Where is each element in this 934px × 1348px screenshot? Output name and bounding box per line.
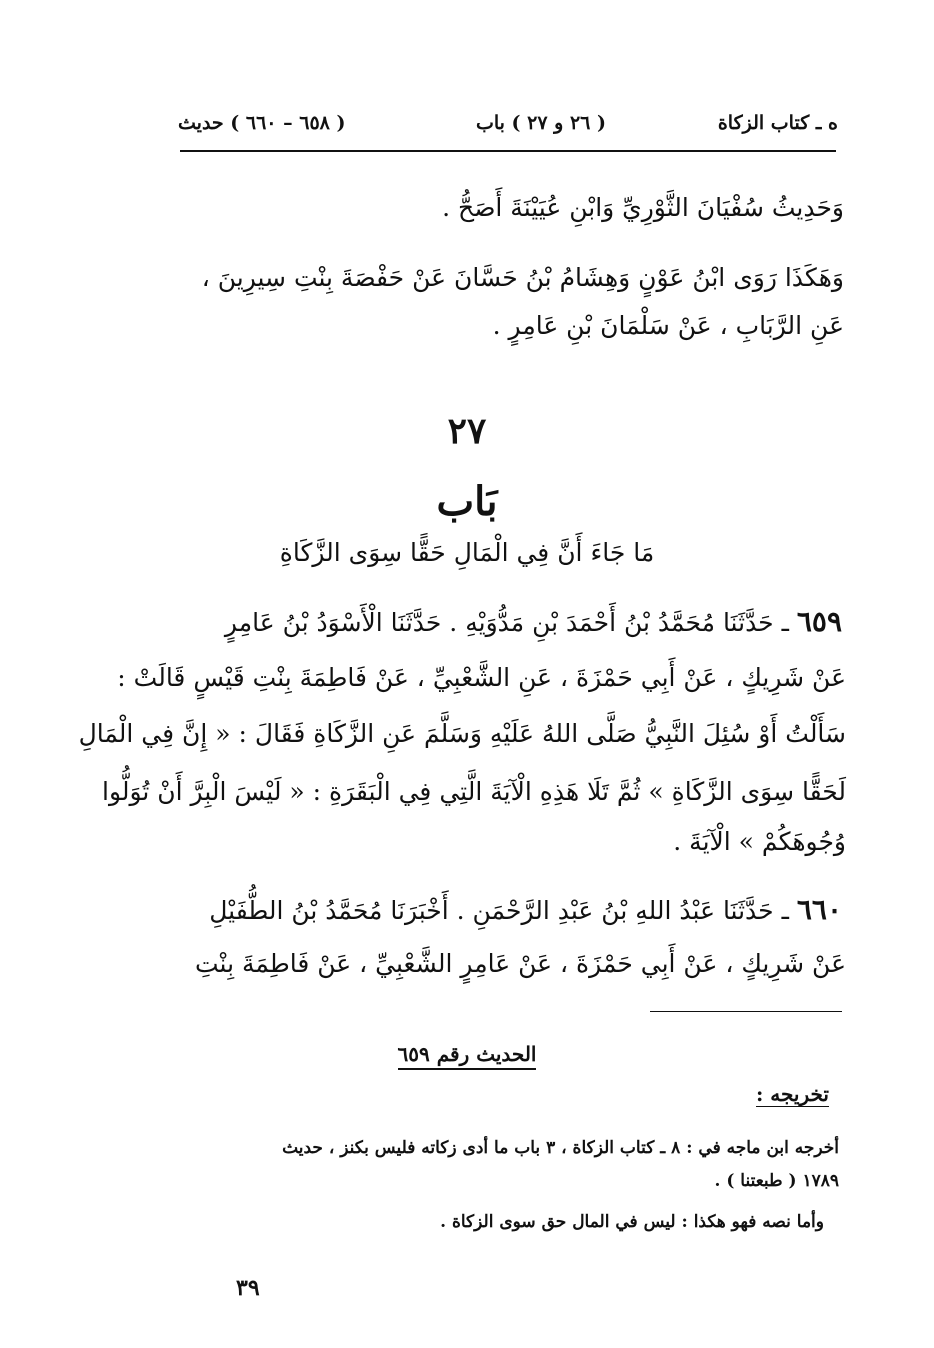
footnote-divider bbox=[650, 1011, 842, 1012]
hadith-659-line-4: لَحَقًّا سِوَى الزَّكَاةِ » ثُمَّ تَلَا هَذِهِ الْآيَةَ الَّتِي فِي الْبَقَرَةِ : « لَيْسَ الْبِرَّ أَنْ تُوَلُّوا bbox=[102, 777, 846, 806]
chapter-heading: بَاب bbox=[436, 478, 498, 525]
chapter-title: مَا جَاءَ أَنَّ فِي الْمَالِ حَقًّا سِوَى الزَّكَاةِ bbox=[279, 538, 655, 567]
hadith-660-line-2: عَنْ شَرِيكٍ ، عَنْ أَبِي حَمْزَةَ ، عَنْ عَامِرٍ الشَّعْبِيِّ ، عَنْ فَاطِمَةَ بِنْتِ bbox=[194, 949, 846, 978]
hadith-659-line-5: وُجُوهَكُمْ » الْآيَةَ . bbox=[673, 827, 846, 856]
header-book-title: ه ـ كتاب الزكاة bbox=[717, 112, 838, 134]
page-number: ٣٩ bbox=[236, 1275, 260, 1301]
running-header bbox=[178, 112, 838, 142]
footnote-line: ١٧٨٩ ( طبعتنا ) . bbox=[714, 1171, 839, 1191]
footnote-line: أخرجه ابن ماجه في : ٨ ـ كتاب الزكاة ، ٣ باب ما أدى زكاته فليس بكنز ، حديث bbox=[282, 1138, 839, 1158]
hadith-660-line-1 bbox=[209, 890, 842, 931]
header-divider bbox=[180, 150, 836, 152]
hadith-659-line-1 bbox=[225, 602, 842, 643]
footnote-heading: الحديث رقم ٦٥٩ bbox=[0, 1042, 934, 1066]
intro-line: عَنِ الرَّبَابِ ، عَنْ سَلْمَانَ بْنِ عَامِرٍ . bbox=[492, 311, 844, 340]
hadith-659-line-2: عَنْ شَرِيكٍ ، عَنْ أَبِي حَمْزَةَ ، عَنِ الشَّعْبِيِّ ، عَنْ فَاطِمَةَ بِنْتِ قَيْسٍ قَالَتْ : bbox=[117, 663, 846, 692]
intro-line: وَحَدِيثُ سُفْيَانَ الثَّوْرِيِّ وَابْنِ عُيَيْنَةَ أَصَحُّ . bbox=[442, 193, 844, 222]
header-chapter-range: ( ٢٦ و ٢٧ ) باب bbox=[475, 112, 606, 134]
hadith-number: ٦٥٩ bbox=[796, 605, 842, 638]
intro-line: وَهَكَذَا رَوَى ابْنُ عَوْنٍ وَهِشَامُ بْنُ حَسَّانَ عَنْ حَفْصَةَ بِنْتِ سِيرِينَ ، bbox=[201, 263, 844, 292]
chapter-number: ٢٧ bbox=[447, 410, 487, 452]
hadith-text: ـ حَدَّثَنَا مُحَمَّدُ بْنُ أَحْمَدَ بْنِ مَدُّوَيْهِ . حَدَّثَنَا الْأَسْوَدُ بْنُ عَامِرٍ bbox=[224, 608, 789, 637]
hadith-text: ـ حَدَّثَنَا عَبْدُ اللهِ بْنُ عَبْدِ الرَّحْمَنِ . أَخْبَرَنَا مُحَمَّدُ بْنُ الطُّفَيْلِ bbox=[209, 896, 789, 925]
footnote-takhrij-label: تخريجه : bbox=[755, 1082, 829, 1106]
hadith-659-line-3: سَأَلْتُ أَوْ سُئِلَ النَّبِيُّ صَلَّى اللهُ عَلَيْهِ وَسَلَّمَ عَنِ الزَّكَاةِ فَقَالَ : « إِنَّ فِي الْمَالِ bbox=[78, 719, 846, 748]
footnote-line: وأما نصه فهو هكذا : ليس في المال حق سوى الزكاة . bbox=[440, 1212, 824, 1232]
header-hadith-range: ( ٦٥٨ – ٦٦٠ ) حديث bbox=[178, 112, 346, 134]
hadith-number: ٦٦٠ bbox=[796, 893, 842, 926]
